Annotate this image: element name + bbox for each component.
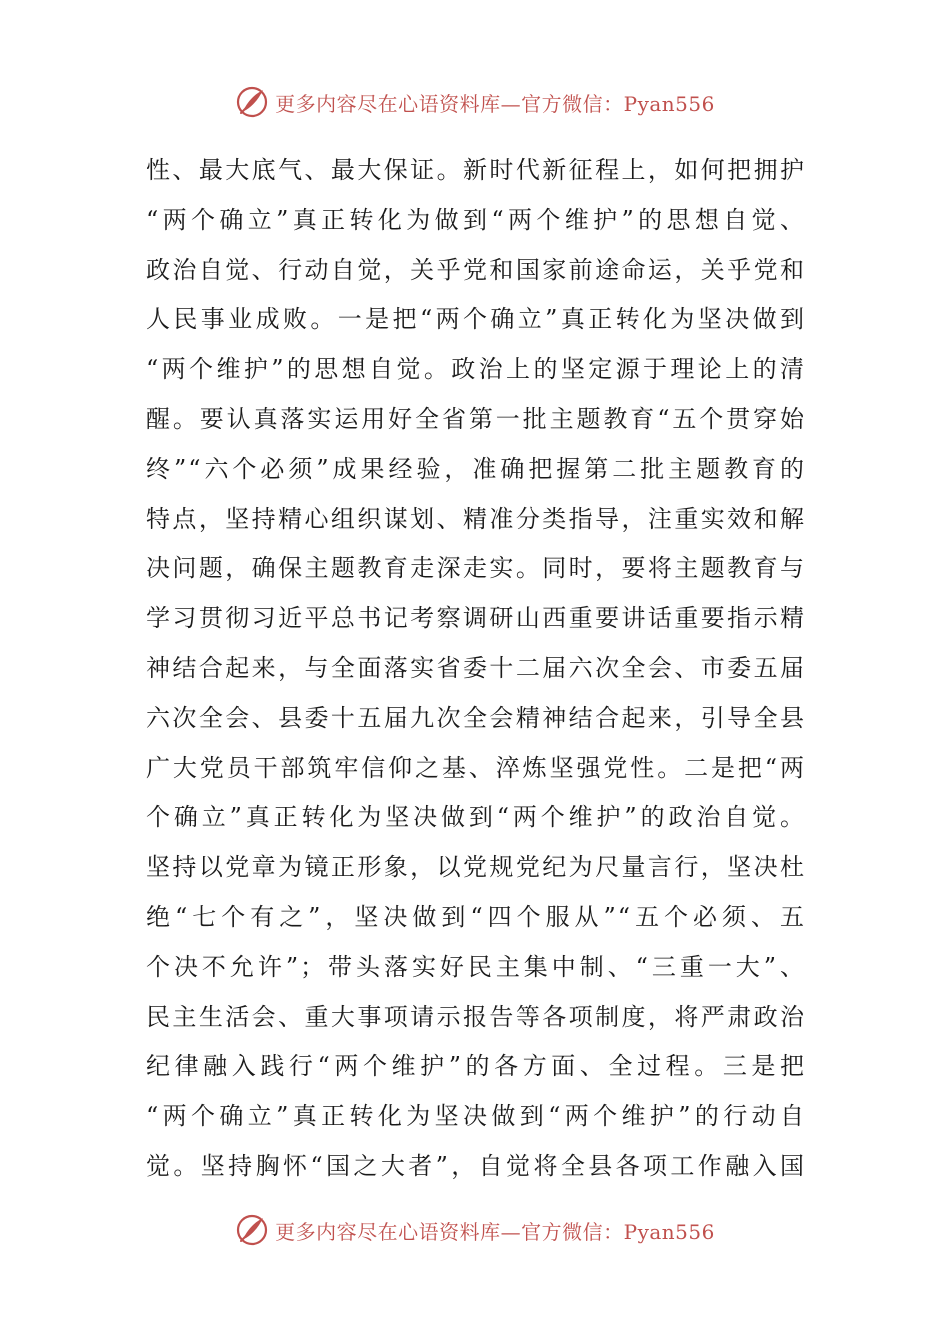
header-banner-text: 更多内容尽在心语资料库—官方微信：Pyan556 xyxy=(275,91,715,116)
body-line: 特点，坚持精心组织谋划、精准分类指导，注重实效和解 xyxy=(146,504,806,533)
body-line: 终”“六个必须”成果经验，准确把握第二批主题教育的 xyxy=(146,454,806,483)
body-line: 神结合起来，与全面落实省委十二届六次全会、市委五届 xyxy=(146,653,806,682)
body-line: 六次全会、县委十五届九次全会精神结合起来，引导全县 xyxy=(146,703,806,732)
body-line: 学习贯彻习近平总书记考察调研山西重要讲话重要指示精 xyxy=(146,604,806,633)
body-line: 坚持以党章为镜正形象，以党规党纪为尺量言行，坚决杜 xyxy=(146,853,806,882)
header-banner xyxy=(0,82,950,122)
body-line: 决问题，确保主题教育走深走实。同时，要将主题教育与 xyxy=(146,554,806,583)
body-line: “两个维护”的思想自觉。政治上的坚定源于理论上的清 xyxy=(146,355,806,384)
footer-banner-text: 更多内容尽在心语资料库—官方微信：Pyan556 xyxy=(275,1219,715,1244)
body-line: 个确立”真正转化为坚决做到“两个维护”的政治自觉。 xyxy=(146,803,806,832)
body-line: 醒。要认真落实运用好全省第一批主题教育“五个贯穿始 xyxy=(146,404,806,433)
body-line: 个决不允许”；带头落实好民主集中制、“三重一大”、 xyxy=(146,952,806,981)
body-line: 民主生活会、重大事项请示报告等各项制度，将严肃政治 xyxy=(146,1002,806,1031)
body-line: “两个确立”真正转化为做到“两个维护”的思想自觉、 xyxy=(146,205,806,234)
body-line: 觉。坚持胸怀“国之大者”，自觉将全县各项工作融入国 xyxy=(146,1151,806,1180)
footer-banner xyxy=(0,1210,950,1250)
body-line: 广大党员干部筑牢信仰之基、淬炼坚强党性。二是把“两 xyxy=(146,753,806,782)
feather-quill-icon xyxy=(235,85,269,119)
body-line: “两个确立”真正转化为坚决做到“两个维护”的行动自 xyxy=(146,1102,806,1131)
body-line: 绝“七个有之”，坚决做到“四个服从”“五个必须、五 xyxy=(146,902,806,931)
document-body xyxy=(146,146,806,1192)
body-line: 性、最大底气、最大保证。新时代新征程上，如何把拥护 xyxy=(146,156,806,184)
body-line: 纪律融入践行“两个维护”的各方面、全过程。三是把 xyxy=(146,1052,806,1081)
body-line: 政治自觉、行动自觉，关乎党和国家前途命运，关乎党和 xyxy=(146,255,806,284)
feather-quill-icon xyxy=(235,1213,269,1247)
body-line: 人民事业成败。一是把“两个确立”真正转化为坚决做到 xyxy=(146,305,806,334)
